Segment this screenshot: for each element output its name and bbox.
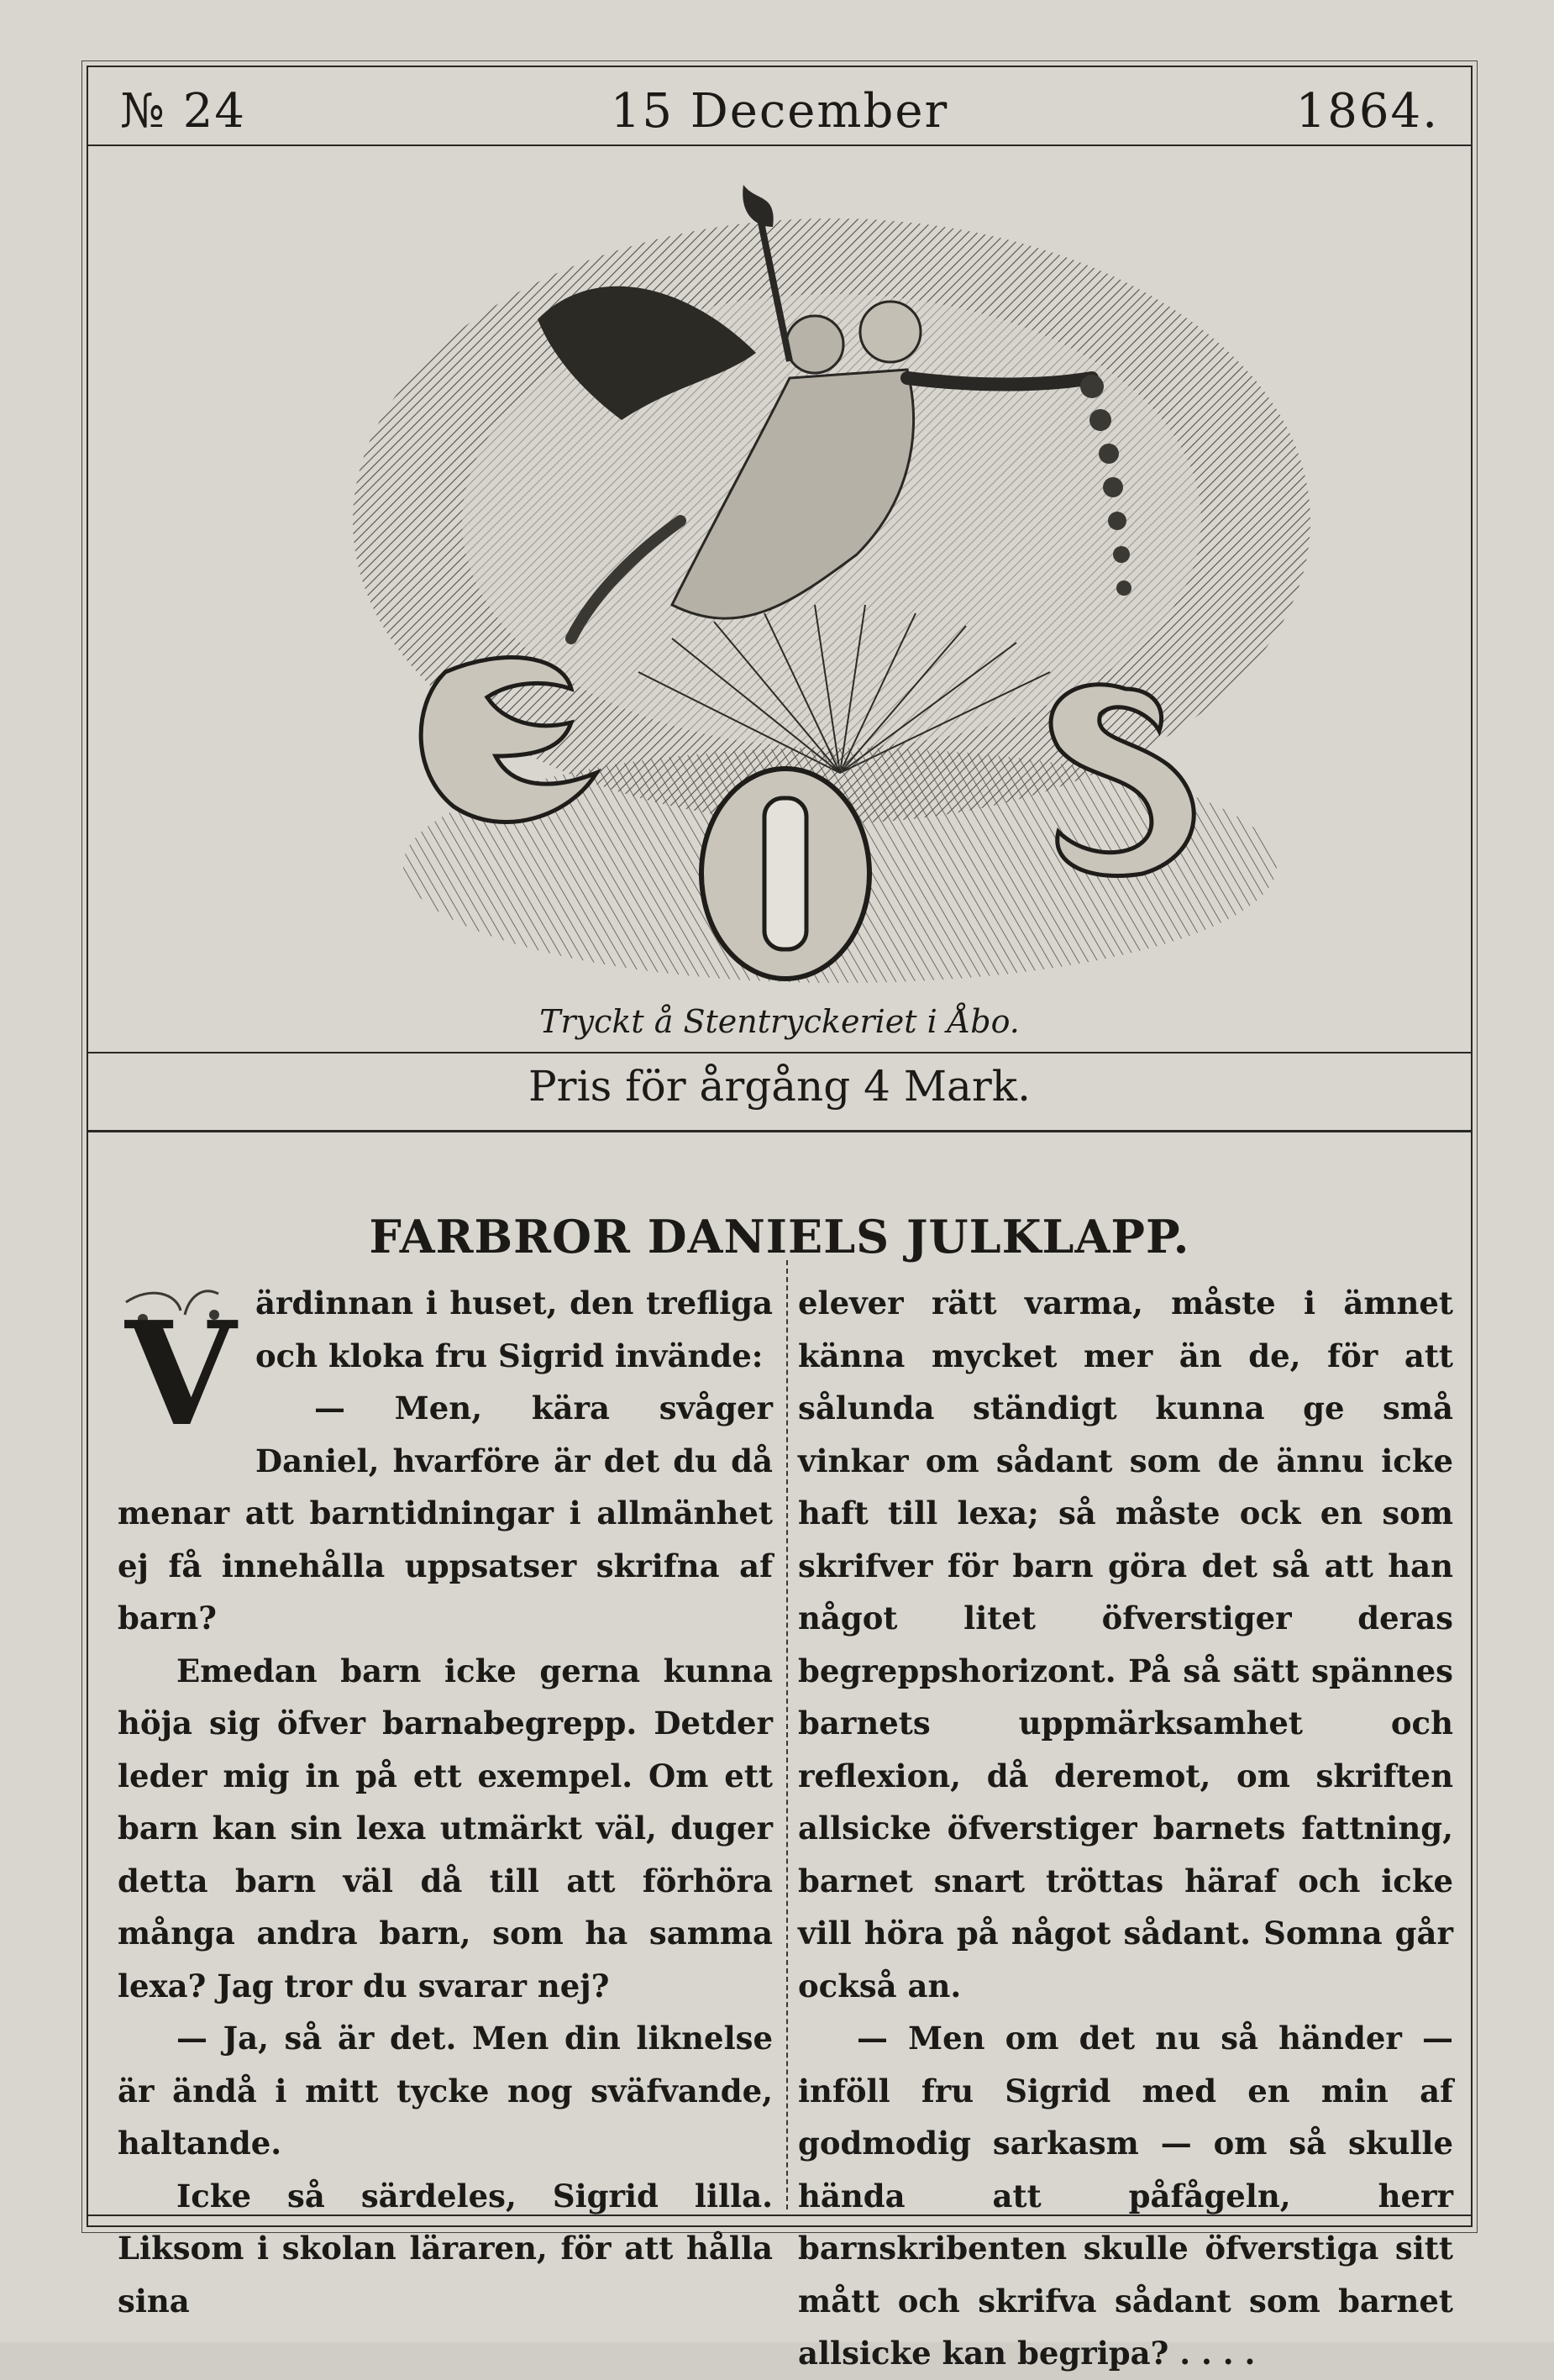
masthead-illustration	[319, 168, 1361, 1000]
price-top-rule	[87, 1052, 1473, 1053]
bottom-rule	[87, 2215, 1473, 2216]
masthead-header	[87, 84, 1473, 143]
left-column	[118, 1277, 773, 2327]
paragraph-4: — Ja, så är det. Men din liknelse är ändå i mitt tycke nog sväfvande, haltande.	[118, 2020, 773, 2162]
article-title: FARBROR DANIELS JULKLAPP.	[369, 1210, 1190, 1264]
column-divider	[786, 1260, 788, 2209]
paragraph-6: elever rätt varma, måste i ämnet känna mycket mer än de, för att sålunda ständigt kunna ge små vinkar om sådant som de ännu icke haft till lexa; så måste ock en som skrifver för barn göra det så att han något litet öfverstiger deras begreppshorizont. På så sätt spännes barnets uppmärksamhet och reflexion, då deremot, om skriften allsicke öfverstiger barnets fattning, barnet snart tröttas häraf och icke vill höra på något sådant. Somna går också an.	[798, 1285, 1453, 2004]
subscription-price: Pris för årgång 4 Mark.	[528, 1062, 1031, 1111]
issue-year: 1864.	[1295, 84, 1439, 139]
issue-number: № 24	[120, 84, 247, 139]
paragraph-5: Icke så särdeles, Sigrid lilla. Liksom i skolan läraren, för att hålla sina	[118, 2177, 773, 2320]
paragraph-3: Emedan barn icke gerna kunna höja sig öfver barnabegrepp. Detder leder mig in på ett exempel. Om ett barn kan sin lexa utmärkt väl, duger detta barn väl då till att förhöra många andra barn, som ha samma lexa? Jag tror du svarar nej?	[118, 1652, 773, 2004]
header-rule	[87, 144, 1473, 146]
price-bottom-rule	[87, 1130, 1473, 1132]
paragraph-2: — Men, kära svåger Daniel, hvarföre är det du då menar att barntidningar i allmänhet ej få innehålla uppsatser skrifna af barn?	[118, 1390, 773, 1637]
svg-text:V: V	[125, 1290, 236, 1437]
issue-date: 15 December	[610, 84, 949, 139]
paragraph-1: ärdinnan i huset, den trefliga och kloka fru Sigrid invände:	[255, 1285, 773, 1374]
drop-cap	[118, 1269, 244, 1437]
paragraph-7: — Men om det nu så händer — inföll fru Sigrid med en min af godmodig sarkasm — om så skulle hända att påfågeln, herr barnskribenten skulle öfverstiga sitt mått och skrifva sådant som barnet allsicke kan begripa? . . . .	[798, 2020, 1453, 2372]
printer-line: Tryckt å Stentryckeriet i Åbo.	[539, 1003, 1020, 1040]
